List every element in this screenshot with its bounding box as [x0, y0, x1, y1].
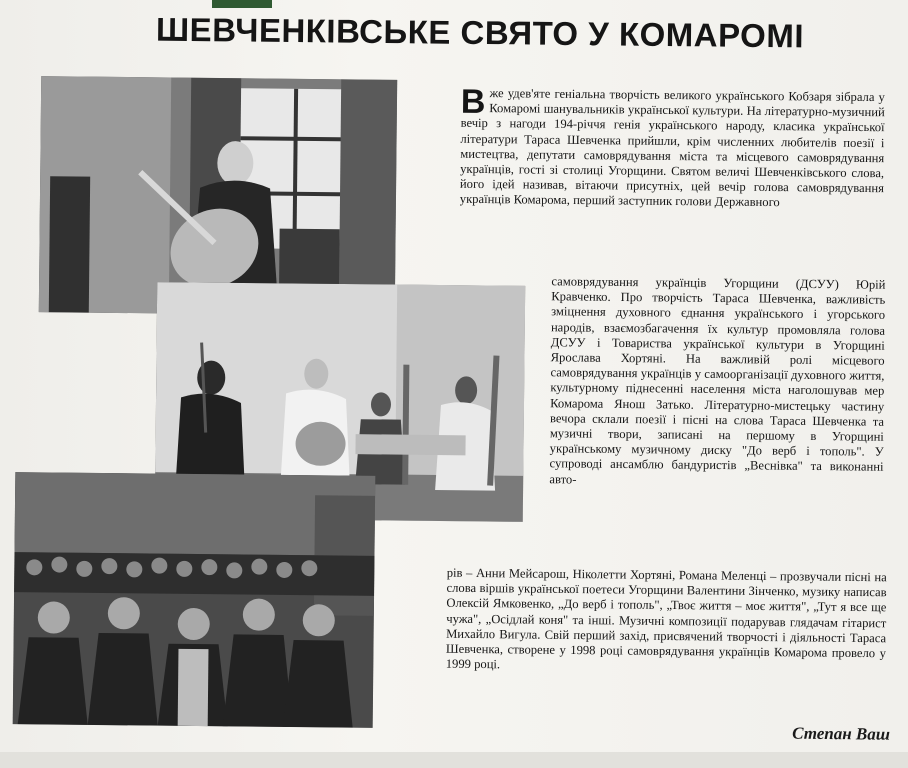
dropcap: В: [460, 82, 486, 122]
article-column-bottom: [445, 566, 887, 727]
bandura-player-photo: [39, 76, 397, 316]
section-tab: [212, 0, 272, 8]
article-column-top: [459, 82, 885, 278]
article-column-middle: [548, 274, 885, 569]
article-text-middle: самоврядування українців Угорщини (ДСУУ) Юрій Кравченко. Про творчість Тараса Шевченка, важливість зміцнення духовного єднання українського і угорського народів, взаємозбагачення їх культур промовляла голова ДСУУ і Товариства української культури в Угорщині Ярослава Хортяні. На важливій ролі місцевого самоврядування українців у самоорганізації духовного життя, культурному піднесенні населення міста наголошував мер Комарома Янош Затько. Літературно-мистецьку частину вечора склали поезії і пісні на слова Тараса Шевченка та музичні твори, записані на першому в Угорщині українському музичному диску "До верб і тополь". У супроводі ансамблю бандуристів „Веснівка" та виконанні авто-: [549, 274, 886, 487]
page-bottom-edge: [0, 752, 908, 768]
article-text-top: же удев'яте геніальна творчість великого українського Кобзаря зібрала у Комаромі шанувальників української культури. На літературно-музичний вечір з нагоди 194-річчя генія українського народу, класика української літератури Тараса Шевченка прийшли, крім численних любителів поезії і мистецтва, депутати самоврядування міста та місцевого самоврядування українців, гості зі столиці Угорщини. Святом величі Шевченківського слова, його ідей називав, вітаючи присутніх, цей вечір голова самоврядування українців Комарома, перший заступник голови Державного: [459, 86, 885, 210]
page-title: ШЕВЧЕНКІВСЬКЕ СВЯТО У КОМАРОМІ: [155, 10, 805, 55]
article-text-bottom: рів – Анни Мейсарош, Ніколетти Хортяні, Романа Меленці – прозвучали пісні на слова віршів української поетеси Угорщини Валентини Зінченко, музику написав Олексій Ямковенко, „До верб і тополь", „Твоє життя – моє життя", „Тут я все ще чужа", „Осідлай коня" та інші. Музичні композиції подарував глядачам гітарист Михайло Вигула. Свій перший захід, присвячений творчості і діяльності Тараса Шевченка, створене у 1998 році самоврядування українців Комарома провело у 1999 році.: [445, 565, 887, 672]
audience-photo: [13, 472, 376, 728]
author-signature: Степан Ваш: [792, 723, 891, 744]
